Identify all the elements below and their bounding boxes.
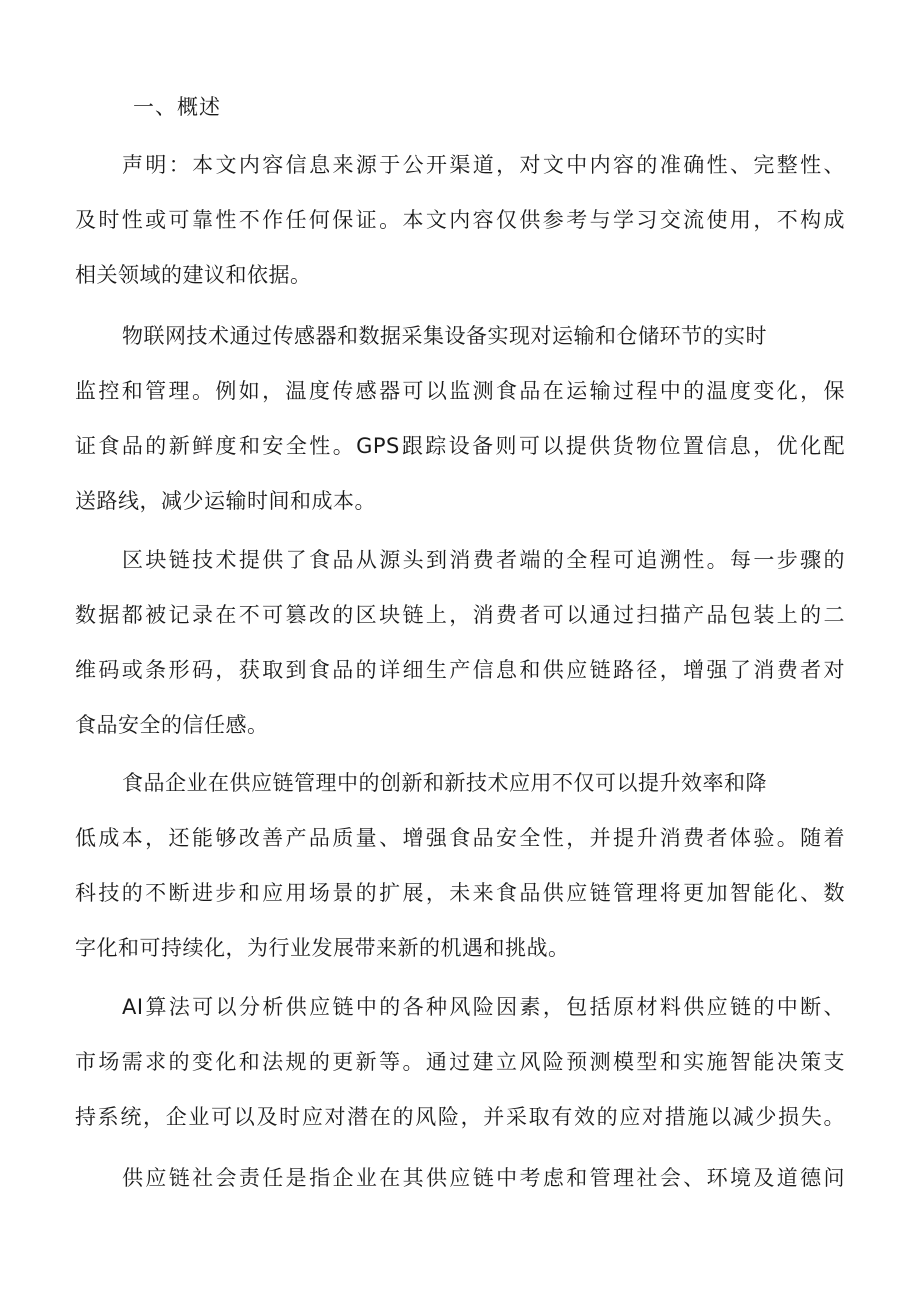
paragraph-line: 字化和可持续化，为行业发展带来新的机遇和挑战。 xyxy=(75,936,570,960)
paragraph-csr xyxy=(75,1151,845,1206)
paragraph-line: 科技的不断进步和应用场景的扩展，未来食品供应链管理将更加智能化、数 xyxy=(75,881,845,905)
paragraph-line: 维码或条形码，获取到食品的详细生产信息和供应链路径，增强了消费者对 xyxy=(75,658,845,682)
paragraph-line: 声明：本文内容信息来源于公开渠道，对文中内容的准确性、完整性、 xyxy=(122,153,845,177)
paragraph-line: 食品安全的信任感。 xyxy=(75,713,269,737)
paragraph-innovation xyxy=(75,756,845,976)
paragraph-disclaimer xyxy=(75,138,845,303)
paragraph-iot xyxy=(75,309,845,529)
paragraph-line: AI算法可以分析供应链中的各种风险因素，包括原材料供应链的中断、 xyxy=(122,995,845,1019)
section-heading: 一、概述 xyxy=(133,95,221,119)
paragraph-line: 物联网技术通过传感器和数据采集设备实现对运输和仓储环节的实时 xyxy=(122,324,767,348)
paragraph-line: 持系统，企业可以及时应对潜在的风险，并采取有效的应对措施以减少损失。 xyxy=(75,1105,845,1129)
paragraph-line: 区块链技术提供了食品从源头到消费者端的全程可追溯性。每一步骤的 xyxy=(122,548,845,572)
paragraph-line: 供应链社会责任是指企业在其供应链中考虑和管理社会、环境及道德问 xyxy=(122,1166,845,1190)
paragraph-line: 数据都被记录在不可篡改的区块链上，消费者可以通过扫描产品包装上的二 xyxy=(75,603,845,627)
paragraph-line: 市场需求的变化和法规的更新等。通过建立风险预测模型和实施智能决策支 xyxy=(75,1050,845,1074)
paragraph-blockchain xyxy=(75,533,845,753)
paragraph-line: 送路线，减少运输时间和成本。 xyxy=(75,489,376,513)
paragraph-line: 及时性或可靠性不作任何保证。本文内容仅供参考与学习交流使用，不构成 xyxy=(75,208,845,232)
paragraph-line: 相关领域的建议和依据。 xyxy=(75,263,312,287)
paragraph-line: 监控和管理。例如，温度传感器可以监测食品在运输过程中的温度变化，保 xyxy=(75,379,845,403)
paragraph-line: 低成本，还能够改善产品质量、增强食品安全性，并提升消费者体验。随着 xyxy=(75,826,845,850)
paragraph-line: 食品企业在供应链管理中的创新和新技术应用不仅可以提升效率和降 xyxy=(122,771,767,795)
paragraph-ai xyxy=(75,980,845,1145)
paragraph-line: 证食品的新鲜度和安全性。GPS跟踪设备则可以提供货物位置信息，优化配 xyxy=(75,434,845,458)
